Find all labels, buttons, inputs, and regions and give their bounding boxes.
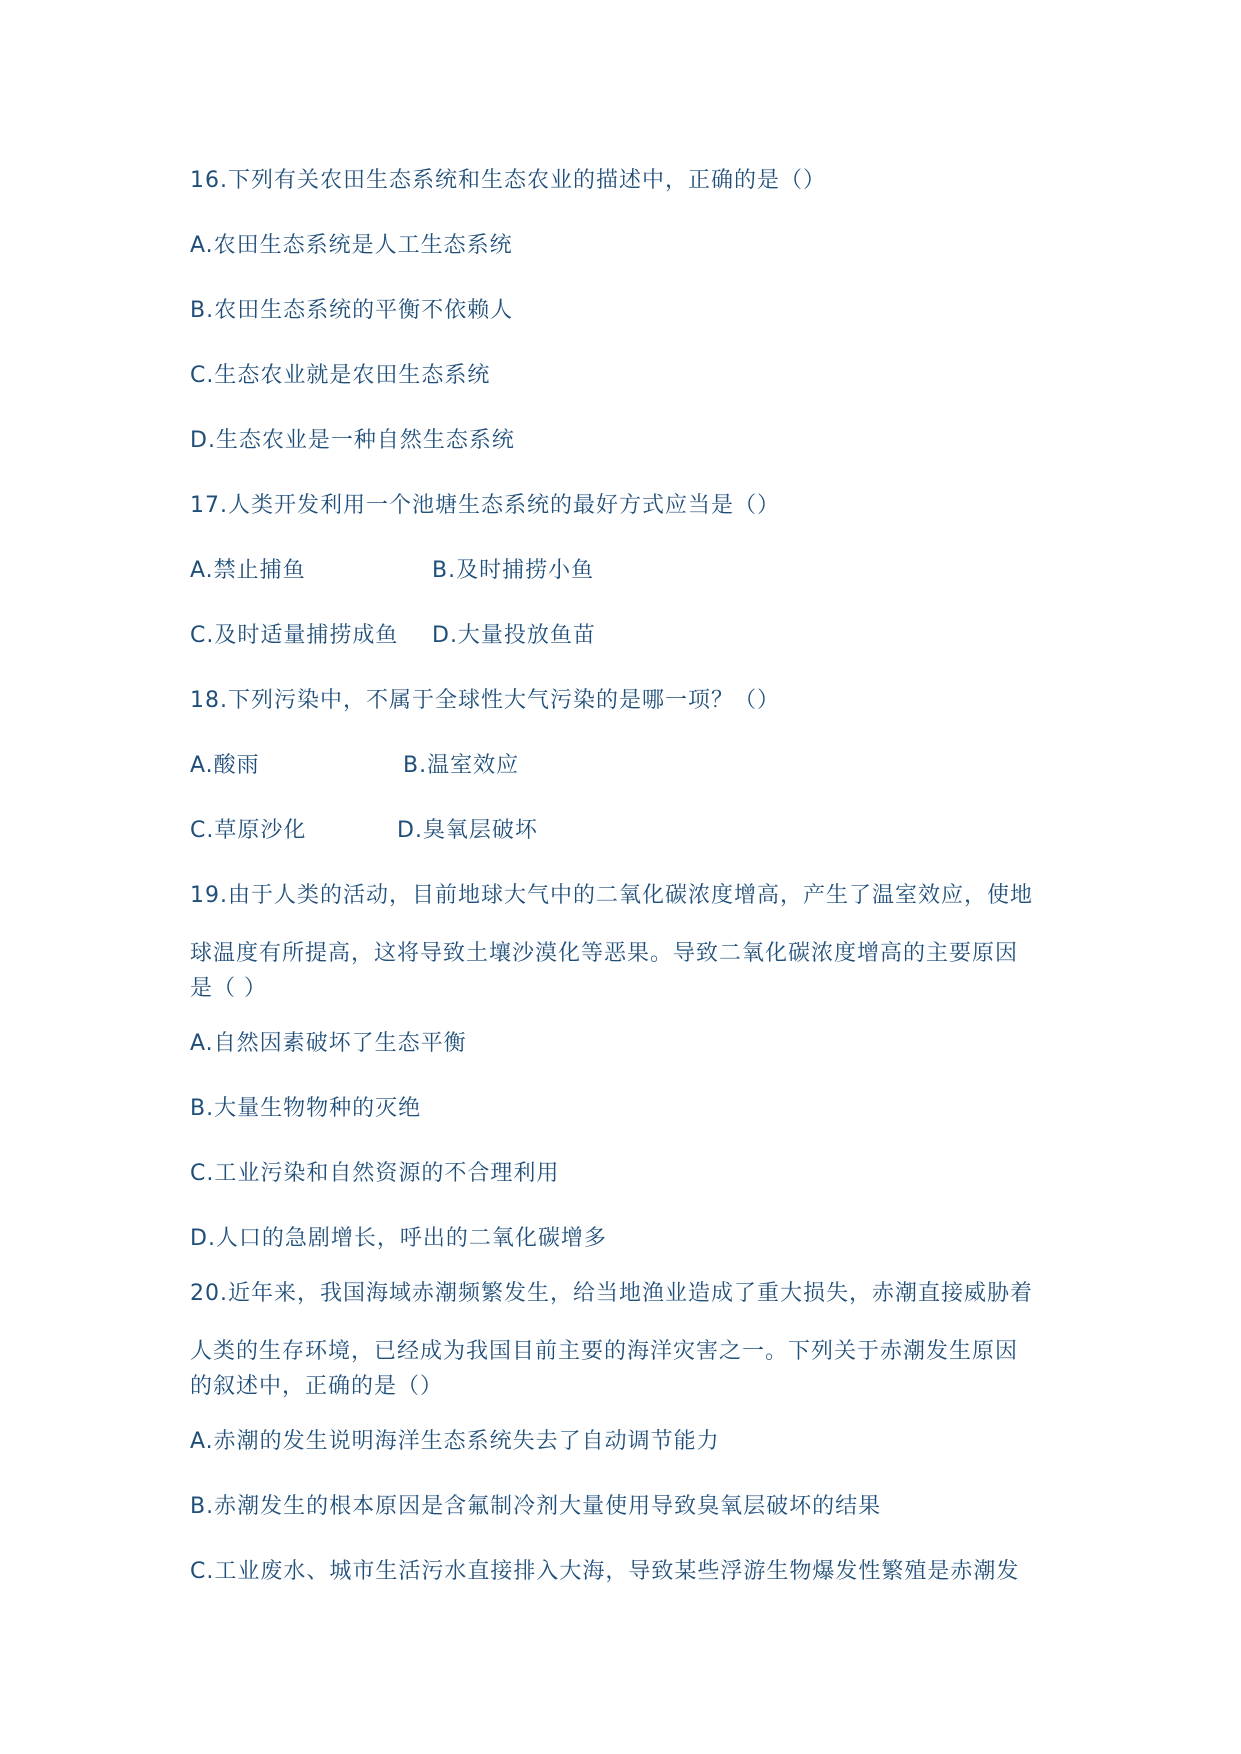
- question-20-option-b: B.赤潮发生的根本原因是含氟制冷剂大量使用导致臭氧层破坏的结果: [190, 1494, 882, 1519]
- question-19-stem-line-2: 球温度有所提高，这将导致土壤沙漠化等恶果。导致二氧化碳浓度增高的主要原因: [190, 941, 1019, 966]
- question-20-stem-line-2: 人类的生存环境，已经成为我国目前主要的海洋灾害之一。下列关于赤潮发生原因: [190, 1339, 1019, 1364]
- question-17-option-c: C.及时适量捕捞成鱼: [190, 623, 399, 648]
- question-17-option-d: D.大量投放鱼苗: [432, 623, 596, 648]
- question-18-option-c: C.草原沙化: [190, 818, 307, 843]
- question-19-option-c: C.工业污染和自然资源的不合理利用: [190, 1161, 560, 1186]
- question-16-option-b: B.农田生态系统的平衡不依赖人: [190, 298, 514, 323]
- question-20-option-c: C.工业废水、城市生活污水直接排入大海，导致某些浮游生物爆发性繁殖是赤潮发: [190, 1559, 1020, 1584]
- question-18-option-b: B.温室效应: [403, 753, 520, 778]
- question-17-option-a: A.禁止捕鱼: [190, 558, 306, 583]
- question-17-option-b: B.及时捕捞小鱼: [432, 558, 595, 583]
- question-19-option-d: D.人口的急剧增长，呼出的二氧化碳增多: [190, 1226, 607, 1251]
- question-19-option-b: B.大量生物物种的灭绝: [190, 1096, 422, 1121]
- question-20-stem-line-1: 20.近年来，我国海域赤潮频繁发生，给当地渔业造成了重大损失，赤潮直接威胁着: [190, 1281, 1033, 1306]
- question-19-stem-line-3: 是（ ）: [190, 976, 267, 1001]
- question-19-stem-line-1: 19.由于人类的活动，目前地球大气中的二氧化碳浓度增高，产生了温室效应，使地: [190, 883, 1033, 908]
- question-16-stem: 16.下列有关农田生态系统和生态农业的描述中，正确的是（）: [190, 168, 826, 193]
- question-20-option-a: A.赤潮的发生说明海洋生态系统失去了自动调节能力: [190, 1429, 720, 1454]
- question-16-option-a: A.农田生态系统是人工生态系统: [190, 233, 513, 258]
- question-17-stem: 17.人类开发利用一个池塘生态系统的最好方式应当是（）: [190, 493, 780, 518]
- question-16-option-d: D.生态农业是一种自然生态系统: [190, 428, 515, 453]
- question-18-option-d: D.臭氧层破坏: [397, 818, 538, 843]
- question-16-option-c: C.生态农业就是农田生态系统: [190, 363, 491, 388]
- question-19-option-a: A.自然因素破坏了生态平衡: [190, 1031, 467, 1056]
- question-18-stem: 18.下列污染中，不属于全球性大气污染的是哪一项？（）: [190, 688, 780, 713]
- question-18-option-a: A.酸雨: [190, 753, 260, 778]
- question-20-stem-line-3: 的叙述中，正确的是（）: [190, 1374, 444, 1399]
